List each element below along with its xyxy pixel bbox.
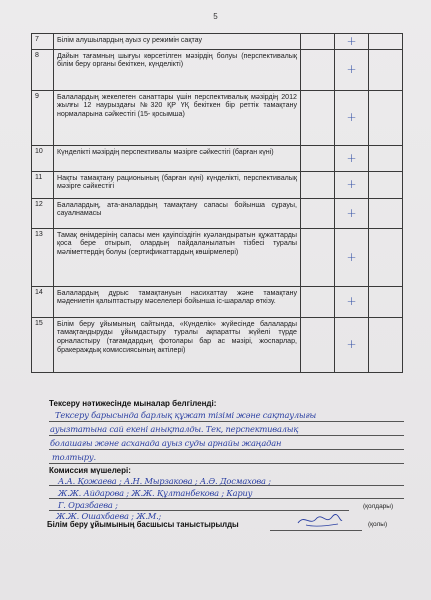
criterion-text: Балалардың, ата-аналардың тамақтану сапасы бойынша сұрауы, сауалнамасы [54,198,301,228]
mark-cell [335,90,369,145]
row-number: 15 [32,317,54,372]
plus-mark-icon: + [346,62,357,77]
empty-cell [369,286,403,317]
finding-text: Тексеру барысында барлық құжат тізімі және сақтаулығы [55,410,317,420]
mark-cell [335,49,369,90]
plus-mark-icon: + [346,177,357,192]
row-number: 11 [32,171,54,198]
table-row [32,90,403,145]
page-number: 5 [213,12,218,21]
empty-cell [301,286,335,317]
mark-cell [335,317,369,372]
empty-cell [301,171,335,198]
plus-mark-icon: + [346,150,357,165]
commission-line [49,498,404,499]
empty-cell [301,317,335,372]
table-row [32,171,403,198]
row-number: 12 [32,198,54,228]
table-row [32,228,403,286]
row-number: 8 [32,49,54,90]
director-sign-caption: (қолы) [368,521,388,528]
empty-cell [369,90,403,145]
table-row [32,34,403,50]
commission-member: А.А. Қожаева ; А.Н. Мырзакова ; А.Ә. Досмахова ; [58,476,271,486]
empty-cell [301,90,335,145]
findings-line [49,435,404,436]
table-row [32,145,403,171]
director-signature [296,511,344,529]
mark-cell [335,286,369,317]
criterion-text: Балалардың дұрыс тамақтануын насихаттау және тамақтану мәдениетін қалыптастыру мәселелері бойынша іс-шаралар өткізу. [54,286,301,317]
findings-line [49,421,404,422]
empty-cell [301,198,335,228]
row-number: 10 [32,145,54,171]
director-label: Білім беру ұйымының басшысы таныстырылды [47,520,239,529]
empty-cell [369,49,403,90]
plus-mark-icon: + [346,34,357,48]
commission-member: Ж.Ж. Айдарова ; Ж.Ж. Құлтанбекова ; Кариу [58,488,253,498]
findings-line [49,449,404,450]
plus-mark-icon: + [346,294,357,309]
director-sign-line [270,530,362,531]
empty-cell [369,198,403,228]
finding-text: болашағы және асханада ауыз суды арнайы жаңадан [50,438,282,448]
criterion-text: Күнделікті мәзірдің перспективалы мәзірге сәйкестігі (барған күні) [54,145,301,171]
empty-cell [301,34,335,50]
criterion-text: Дайын тағамның шығуы көрсетілген мәзірдің болуы (перспективалық білім беру органы бекіткен, күнделікті) [54,49,301,90]
table-row [32,49,403,90]
mark-cell [335,34,369,50]
empty-cell [301,49,335,90]
finding-text: толтыру. [52,452,96,462]
commission-member: Ж.Ж. Ошахбаева ; Ж.М.; [56,511,162,521]
mark-cell [335,171,369,198]
plus-mark-icon: + [346,337,357,352]
mark-cell [335,228,369,286]
table-row [32,286,403,317]
criterion-text: Нақты тамақтану рационының (барған күні) күнделікті, перспективалық мәзірге сәйкестігі [54,171,301,198]
plus-mark-icon: + [346,249,357,264]
empty-cell [369,171,403,198]
row-number: 14 [32,286,54,317]
findings-line [49,463,404,464]
row-number: 7 [32,34,54,50]
criterion-text: Балалардың жекелеген санаттары үшін перспективалық мәзірдің 2012 жылғы 12 наурыздағы №320 ҚР ҮҚ бекіткен бір реттік тамақтану нормаларына сәйкестігі (15- қосымша) [54,90,301,145]
empty-cell [301,145,335,171]
plus-mark-icon: + [346,110,357,125]
table-row [32,198,403,228]
criterion-text: Тамақ өнімдерінің сапасы мен қауіпсіздігін куәландыратын құжаттарды қоса бере отырып, олардың пайдаланылатын тізбесі туралы мәліметтердің болуы (сертификаттардың көшірмелері) [54,228,301,286]
plus-mark-icon: + [346,205,357,220]
empty-cell [369,145,403,171]
mark-cell [335,198,369,228]
empty-cell [301,228,335,286]
row-number: 9 [32,90,54,145]
empty-cell [369,228,403,286]
signatures-caption: (қолдары) [363,503,394,510]
criterion-text: Білім беру ұйымының сайтында, «Күнделік» жүйесінде балаларды тамақтандыруды ұйымдастыру туралы ақпаратты жүйелі түрде орналастыру (тағамдардың фотолары бар ас мәзірі, жоспарлар, бракераждық комиссиясының актілері) [54,317,301,372]
mark-cell [335,145,369,171]
criterion-text: Білім алушылардың ауыз су режимін сақтау [54,34,301,50]
findings-heading: Тексеру нәтижесінде мыналар белгіленді: [49,399,217,408]
checklist-table [31,33,403,373]
row-number: 13 [32,228,54,286]
empty-cell [369,317,403,372]
finding-text: ауызтатына сай екені анықталды. Тек, перспективалық [50,424,299,434]
empty-cell [369,34,403,50]
commission-member: Г. Оразбаева ; [58,500,118,510]
commission-heading: Комиссия мүшелері: [49,466,131,475]
table-row [32,317,403,372]
